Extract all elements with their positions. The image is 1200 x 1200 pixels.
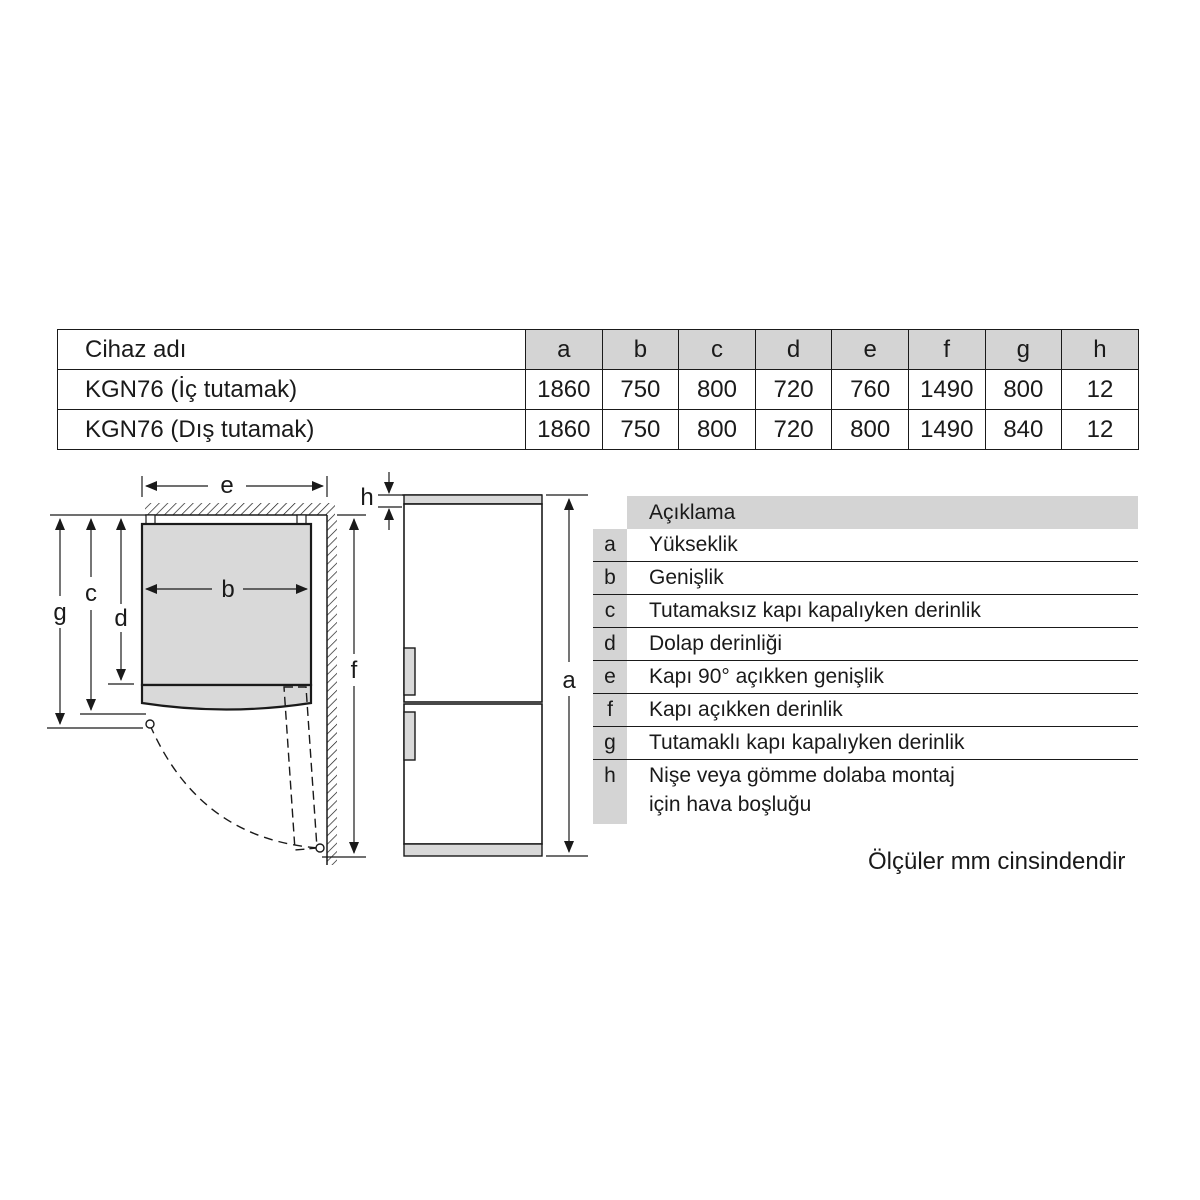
label-e: e (220, 472, 234, 499)
legend-desc: Kapı açıkken derinlik (649, 698, 843, 721)
legend-item (593, 694, 1138, 727)
header-col-f: f (908, 330, 985, 370)
front-view (360, 472, 588, 856)
table-cell: 760 (832, 370, 909, 410)
legend-desc: Nişe veya gömme dolaba montaj için hava boşluğu (649, 764, 955, 816)
table-cell: 720 (755, 370, 832, 410)
fridge-base (404, 844, 542, 856)
label-b: b (221, 576, 235, 603)
fridge-top-cap (404, 495, 542, 504)
legend-title: Açıklama (627, 496, 1138, 529)
legend-desc: Tutamaklı kapı kapalıyken derinlik (649, 731, 965, 754)
table-cell: 800 (832, 410, 909, 450)
legend-key: g (593, 727, 627, 759)
header-col-d: d (755, 330, 832, 370)
table-cell: 800 (679, 370, 756, 410)
legend-key: c (593, 595, 627, 627)
table-cell: 750 (602, 370, 679, 410)
header-device-name: Cihaz adı (58, 330, 526, 370)
top-view (47, 472, 366, 865)
label-h: h (360, 484, 374, 511)
header-col-h: h (1062, 330, 1139, 370)
legend-desc: Kapı 90° açıkken genişlik (649, 665, 884, 688)
back-wall (145, 503, 335, 515)
legend-key: b (593, 562, 627, 594)
legend-key: e (593, 661, 627, 693)
header-col-b: b (602, 330, 679, 370)
label-a: a (562, 667, 576, 694)
door-open-outline (284, 687, 317, 850)
legend-item (593, 661, 1138, 694)
legend-key: f (593, 694, 627, 726)
label-f: f (350, 657, 358, 684)
header-col-a: a (526, 330, 603, 370)
header-col-g: g (985, 330, 1062, 370)
legend-item (593, 562, 1138, 595)
fridge-lower-door (404, 704, 542, 844)
upper-door-handle (404, 648, 415, 695)
table-cell: 12 (1062, 370, 1139, 410)
table-cell: 800 (679, 410, 756, 450)
legend-desc: Tutamaksız kapı kapalıyken derinlik (649, 599, 981, 622)
table-cell-name: KGN76 (Dış tutamak) (58, 410, 526, 450)
door-closed (142, 685, 311, 710)
door-swing-arc (150, 725, 320, 848)
table-cell: 1490 (908, 370, 985, 410)
legend-key: d (593, 628, 627, 660)
cabinet-top-view (142, 524, 311, 685)
fridge-upper-door (404, 504, 542, 702)
table-cell-name: KGN76 (İç tutamak) (58, 370, 526, 410)
header-col-e: e (832, 330, 909, 370)
legend-item (593, 628, 1138, 661)
legend-key: h (593, 760, 627, 824)
label-d: d (114, 605, 128, 632)
legend-item (593, 760, 1138, 824)
legend-key: a (593, 529, 627, 561)
table-cell: 720 (755, 410, 832, 450)
table-cell: 12 (1062, 410, 1139, 450)
legend (593, 496, 1138, 824)
units-note: Ölçüler mm cinsindendir (868, 848, 1126, 875)
legend-item (593, 727, 1138, 760)
table-cell: 840 (985, 410, 1062, 450)
table-cell: 1860 (526, 410, 603, 450)
legend-item (593, 595, 1138, 628)
table-cell: 1490 (908, 410, 985, 450)
legend-desc: Yükseklik (649, 533, 738, 556)
table-cell: 750 (602, 410, 679, 450)
legend-item (593, 529, 1138, 562)
lower-door-handle (404, 712, 415, 760)
legend-desc: Genişlik (649, 566, 724, 589)
label-g: g (53, 599, 67, 626)
side-wall (327, 515, 337, 865)
label-c: c (85, 580, 97, 607)
legend-desc: Dolap derinliği (649, 632, 783, 655)
header-col-c: c (679, 330, 756, 370)
table-cell: 1860 (526, 370, 603, 410)
table-cell: 800 (985, 370, 1062, 410)
